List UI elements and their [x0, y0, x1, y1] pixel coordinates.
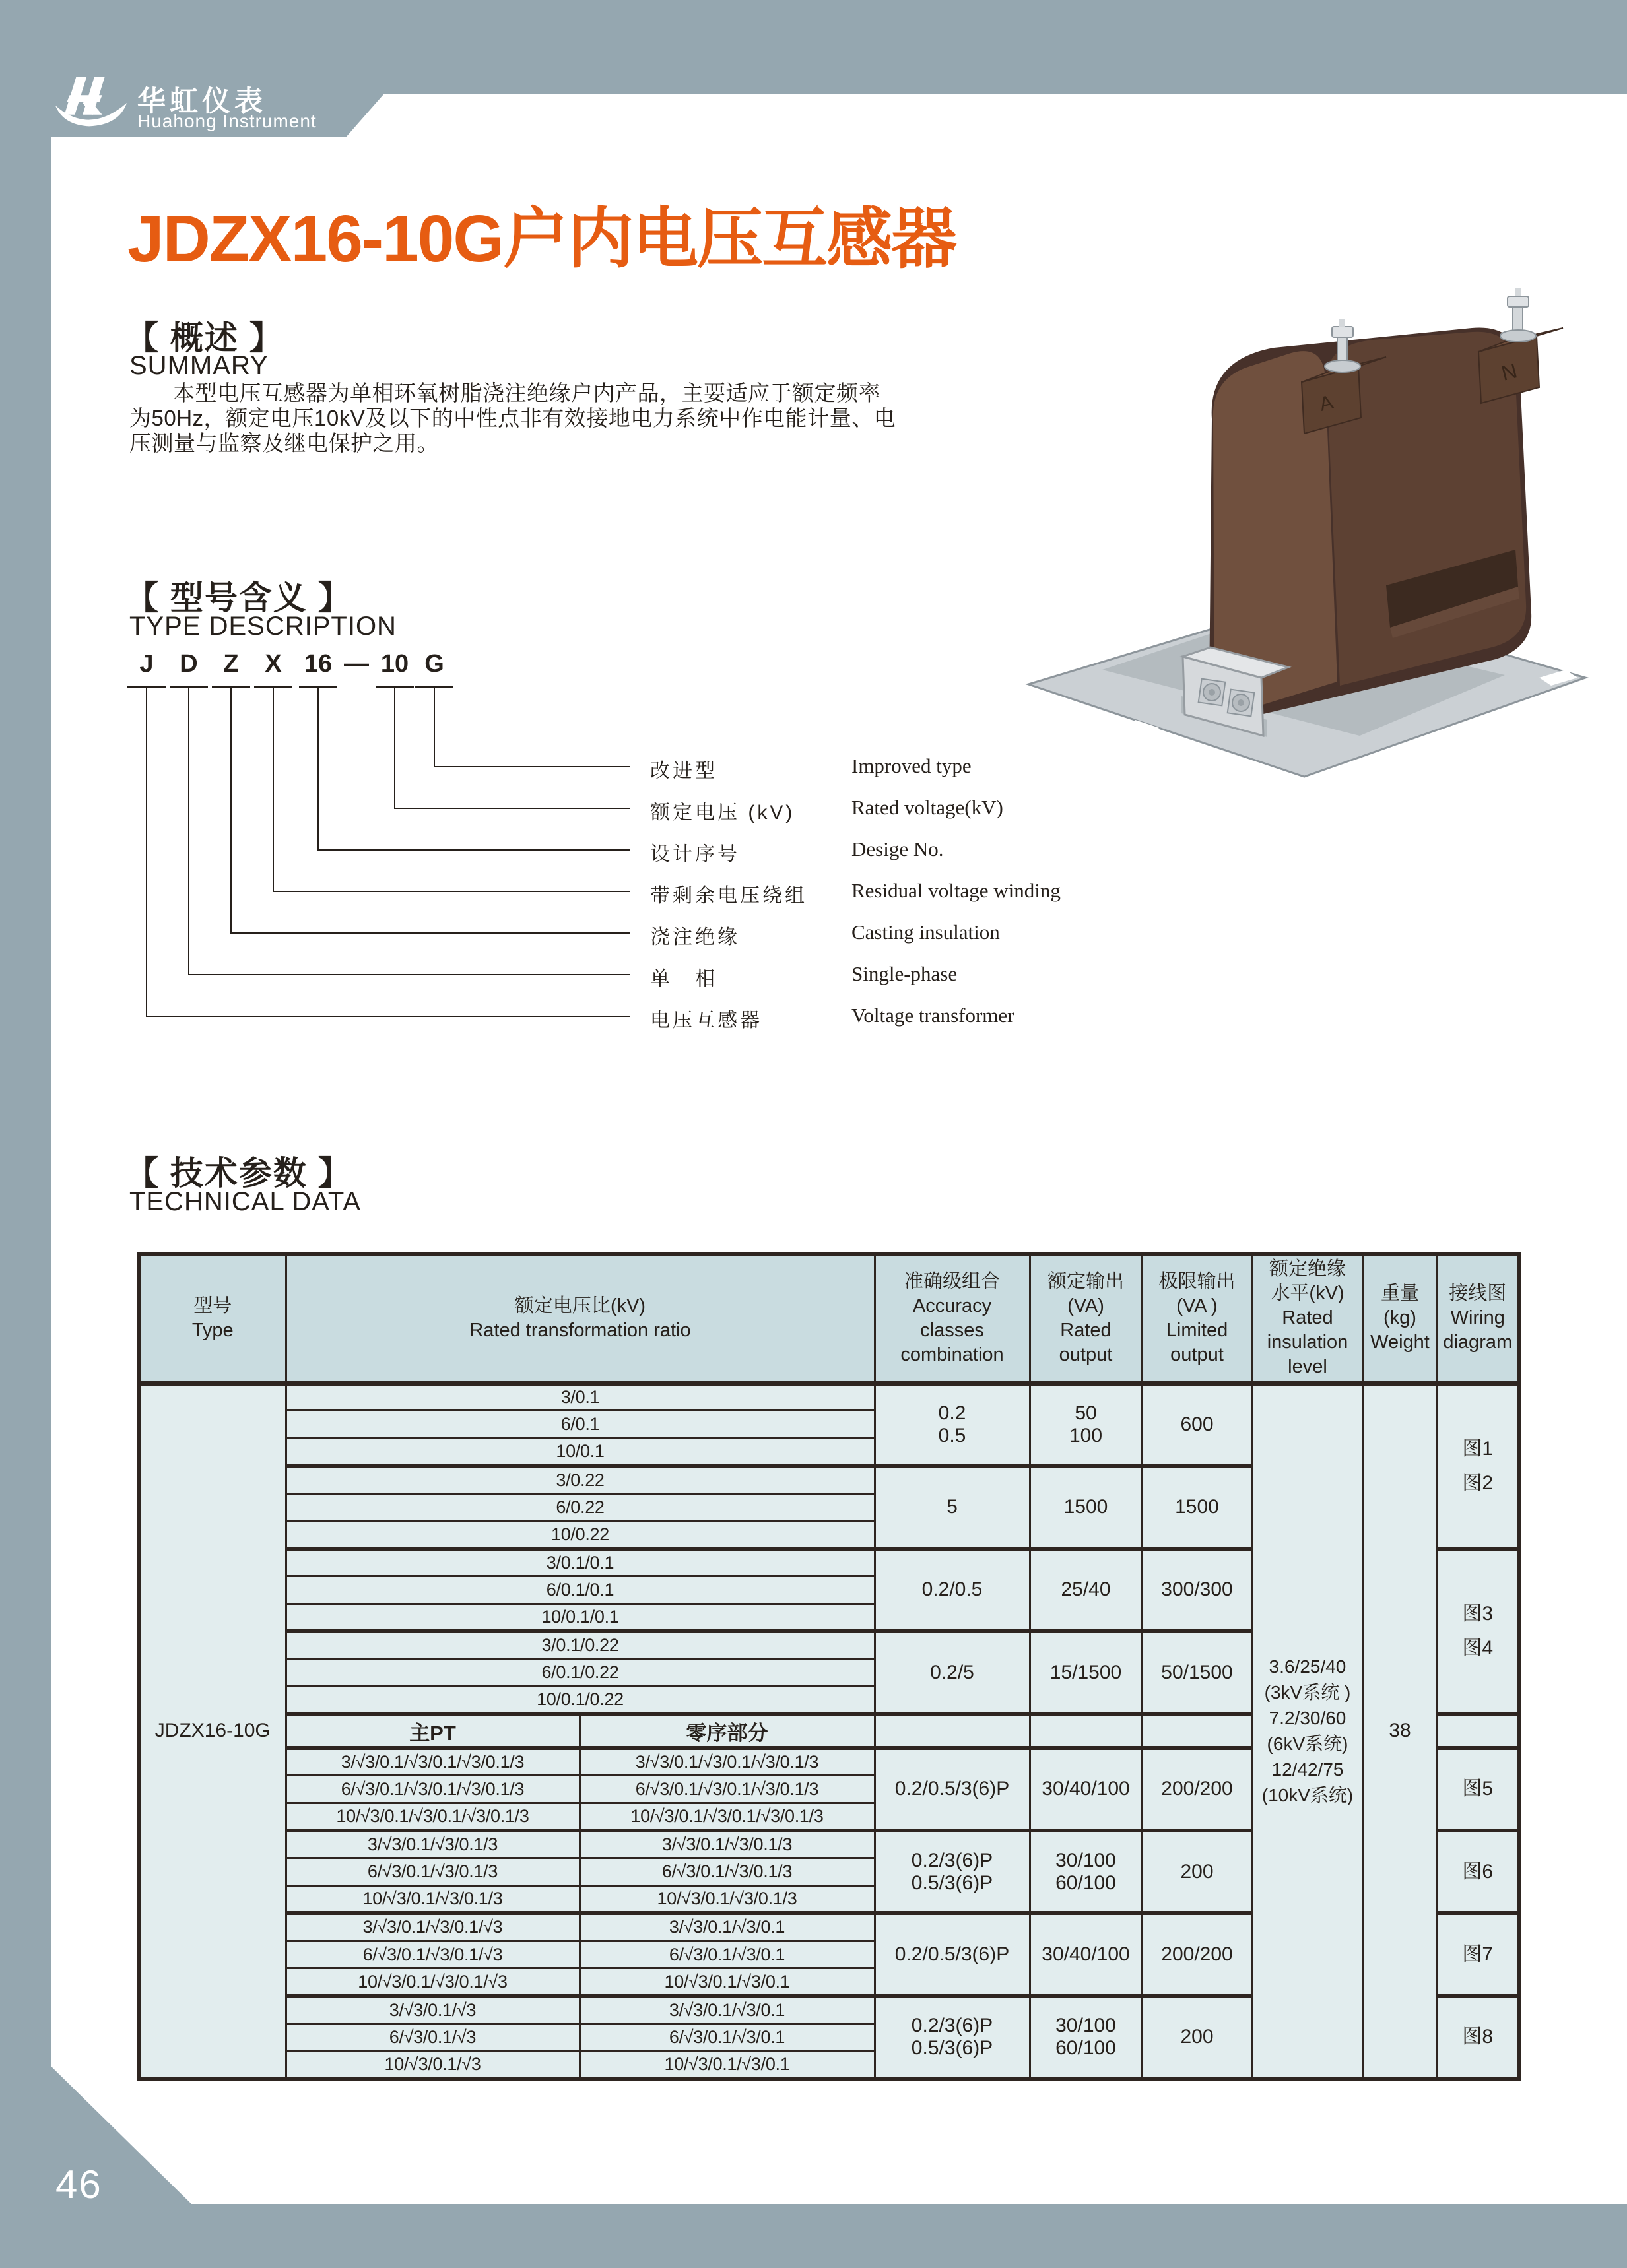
table-cell: 30/100 60/100	[1030, 1996, 1142, 2079]
table-cell: 6/√3/0.1/√3/0.1/3	[580, 1858, 875, 1886]
ratio-subheader-cell: 零序部分	[580, 1714, 875, 1748]
table-cell: 图1 图2	[1437, 1383, 1519, 1549]
connector-line-vertical	[146, 688, 147, 1017]
code-label-en: Single-phase	[851, 962, 958, 985]
table-cell: 6/√3/0.1/√3/0.1/√3/0.1/3	[286, 1775, 580, 1803]
table-cell: 10/√3/0.1/√3/0.1/√3	[286, 1968, 580, 1996]
code-letter: D	[180, 650, 198, 678]
code-letter: —	[344, 650, 369, 678]
terminal-label-n: N	[1498, 358, 1520, 385]
code-label-en: Residual voltage winding	[851, 879, 1061, 902]
page-title: JDZX16-10G户内电压互感器	[127, 202, 956, 276]
code-letter: X	[265, 650, 282, 678]
technical-heading-en: TECHNICAL DATA	[129, 1187, 362, 1216]
column-header: 型号 Type	[139, 1254, 286, 1383]
code-label-en: Voltage transformer	[851, 1004, 1014, 1027]
table-cell: JDZX16-10G	[139, 1383, 286, 2079]
connector-line-horizontal	[434, 766, 630, 767]
connector-line-horizontal	[395, 808, 630, 809]
code-letter: Z	[223, 650, 239, 678]
connector-line-vertical	[230, 688, 232, 934]
table-cell: 50/1500	[1142, 1631, 1252, 1714]
brand-name-zh: 华虹仪表	[137, 86, 267, 117]
huahong-logo-icon	[51, 75, 129, 131]
table-cell: 6/√3/0.1/√3/0.1/√3/0.1/3	[580, 1775, 875, 1803]
code-letter: J	[139, 650, 154, 678]
table-cell: 6/0.1/0.1	[286, 1576, 875, 1604]
table-cell: 10/0.1/0.1	[286, 1604, 875, 1631]
table-cell	[875, 1714, 1030, 1748]
connector-line-vertical	[188, 688, 189, 975]
table-cell: 3/√3/0.1/√3/0.1/√3/0.1/3	[286, 1748, 580, 1776]
table-cell: 0.2/5	[875, 1631, 1030, 1714]
type-description-heading-zh: 【 型号含义 】	[125, 579, 352, 616]
column-header: 接线图 Wiring diagram	[1437, 1254, 1519, 1383]
table-cell: 10/√3/0.1/√3/0.1/√3/0.1/3	[286, 1803, 580, 1831]
table-cell: 0.2 0.5	[875, 1383, 1030, 1466]
page-number: 46	[55, 2162, 102, 2207]
summary-heading-zh: 【 概述 】	[125, 319, 284, 356]
code-label-zh: 设计序号	[650, 843, 740, 865]
code-label-en: Improved type	[851, 754, 972, 777]
code-label-en: Desige No.	[851, 837, 944, 860]
code-letter: G	[424, 650, 444, 678]
table-cell: 0.2/0.5/3(6)P	[875, 1748, 1030, 1831]
table-cell: 0.2/3(6)P 0.5/3(6)P	[875, 1996, 1030, 2079]
table-cell: 10/√3/0.1/√3/0.1	[580, 2051, 875, 2079]
table-cell: 图6	[1437, 1831, 1519, 1913]
column-header: 极限输出 (VA ) Limited output	[1142, 1254, 1252, 1383]
table-cell: 10/√3/0.1/√3/0.1/3	[286, 1886, 580, 1914]
table-cell: 10/√3/0.1/√3/0.1/3	[580, 1886, 875, 1914]
connector-line-horizontal	[147, 1016, 630, 1017]
table-cell	[1030, 1714, 1142, 1748]
table-cell: 6/√3/0.1/√3/0.1	[580, 1941, 875, 1968]
technical-data-table	[137, 1252, 1521, 2081]
table-cell: 10/0.1/0.22	[286, 1687, 875, 1714]
brand-logo	[51, 75, 368, 135]
column-header: 准确级组合 Accuracy classes combination	[875, 1254, 1030, 1383]
table-cell: 6/√3/0.1/√3/0.1	[580, 2024, 875, 2052]
code-label-zh: 带剩余电压绕组	[650, 885, 807, 907]
code-label-en: Casting insulation	[851, 921, 1000, 944]
table-cell: 600	[1142, 1383, 1252, 1466]
connector-line-vertical	[273, 688, 274, 892]
table-cell: 3/0.1/0.1	[286, 1549, 875, 1576]
table-cell: 3/√3/0.1/√3/0.1/√3/0.1/3	[580, 1748, 875, 1776]
table-cell: 10/0.22	[286, 1521, 875, 1549]
connector-line-horizontal	[231, 932, 630, 934]
table-cell: 6/0.1	[286, 1411, 875, 1439]
table-cell: 3.6/25/40 (3kV系统 ) 7.2/30/60 (6kV系统) 12/42/75 (10kV系统)	[1252, 1383, 1363, 2079]
code-label-zh: 浇注绝缘	[650, 926, 740, 948]
table-cell: 0.2/0.5	[875, 1549, 1030, 1631]
connector-line-horizontal	[189, 974, 630, 975]
table-cell: 3/√3/0.1/√3	[286, 1996, 580, 2024]
column-header: 额定电压比(kV) Rated transformation ratio	[286, 1254, 875, 1383]
code-letter: 16	[304, 650, 333, 678]
column-header: 重量 (kg) Weight	[1363, 1254, 1437, 1383]
summary-paragraph: 本型电压互感器为单相环氧树脂浇注绝缘户内产品，主要适应于额定频率为50Hz，额定电压10kV及以下的中性点非有效接地电力系统中作电能计量、电压测量与监察及继电保护之用。	[129, 381, 896, 455]
table-cell: 3/√3/0.1/√3/0.1/3	[580, 1831, 875, 1858]
connector-line-horizontal	[318, 849, 630, 851]
table-cell: 3/√3/0.1/√3/0.1	[580, 1996, 875, 2024]
left-sidebar	[0, 94, 51, 2204]
table-cell	[1437, 1714, 1519, 1748]
table-cell: 300/300	[1142, 1549, 1252, 1631]
code-letter: 10	[380, 650, 409, 678]
table-cell: 6/√3/0.1/√3/0.1/√3	[286, 1941, 580, 1968]
table-cell: 3/0.1/0.22	[286, 1631, 875, 1659]
table-cell: 图3 图4	[1437, 1549, 1519, 1714]
product-photo	[1016, 274, 1597, 789]
table-cell: 1500	[1142, 1466, 1252, 1548]
summary-heading-en: SUMMARY	[129, 351, 269, 380]
table-cell: 25/40	[1030, 1549, 1142, 1631]
connector-line-vertical	[394, 688, 395, 809]
ratio-subheader-cell: 主PT	[286, 1714, 580, 1748]
table-cell: 200	[1142, 1831, 1252, 1913]
table-cell: 10/0.1	[286, 1439, 875, 1466]
column-header: 额定输出 (VA) Rated output	[1030, 1254, 1142, 1383]
table-header-row	[139, 1254, 1519, 1383]
table-cell: 50 100	[1030, 1383, 1142, 1466]
table-cell: 6/0.1/0.22	[286, 1659, 875, 1687]
table-cell: 3/√3/0.1/√3/0.1	[580, 1913, 875, 1941]
table-cell: 3/√3/0.1/√3/0.1/3	[286, 1831, 580, 1858]
table-cell: 3/√3/0.1/√3/0.1/√3	[286, 1913, 580, 1941]
code-label-zh: 改进型	[650, 760, 717, 782]
footer-band	[0, 2204, 1627, 2268]
table-cell	[1142, 1714, 1252, 1748]
table-cell: 30/100 60/100	[1030, 1831, 1142, 1913]
connector-line-horizontal	[273, 891, 630, 892]
table-cell: 30/40/100	[1030, 1913, 1142, 1995]
brand-name-en: Huahong Instrument	[137, 111, 317, 131]
table-cell: 10/√3/0.1/√3/0.1	[580, 1968, 875, 1996]
table-cell: 6/√3/0.1/√3/0.1/3	[286, 1858, 580, 1886]
table-cell: 0.2/0.5/3(6)P	[875, 1913, 1030, 1995]
table-cell: 6/√3/0.1/√3	[286, 2024, 580, 2052]
table-cell: 3/0.22	[286, 1466, 875, 1493]
table-cell: 200/200	[1142, 1748, 1252, 1831]
table-cell: 图5	[1437, 1748, 1519, 1831]
table-row	[139, 1383, 1519, 1411]
code-label-zh: 电压互感器	[650, 1010, 762, 1031]
table-cell: 1500	[1030, 1466, 1142, 1548]
table-cell: 5	[875, 1466, 1030, 1548]
table-cell: 200	[1142, 1996, 1252, 2079]
table-cell: 10/√3/0.1/√3	[286, 2051, 580, 2079]
table-cell: 图7	[1437, 1913, 1519, 1995]
table-cell: 30/40/100	[1030, 1748, 1142, 1831]
column-header: 额定绝缘 水平(kV) Rated insulation level	[1252, 1254, 1363, 1383]
table-cell: 6/0.22	[286, 1493, 875, 1521]
table-cell: 图8	[1437, 1996, 1519, 2079]
table-cell: 200/200	[1142, 1913, 1252, 1995]
table-cell: 38	[1363, 1383, 1437, 2079]
table-cell: 0.2/3(6)P 0.5/3(6)P	[875, 1831, 1030, 1913]
table-cell: 10/√3/0.1/√3/0.1/√3/0.1/3	[580, 1803, 875, 1831]
connector-line-vertical	[317, 688, 319, 851]
terminal-label-a: A	[1317, 391, 1336, 416]
table-cell: 15/1500	[1030, 1631, 1142, 1714]
code-label-zh: 额定电压 (kV)	[650, 802, 795, 824]
code-label-en: Rated voltage(kV)	[851, 796, 1003, 819]
connector-line-vertical	[434, 688, 435, 767]
type-description-heading-en: TYPE DESCRIPTION	[129, 612, 397, 641]
code-label-zh: 单 相	[650, 968, 717, 990]
technical-heading-zh: 【 技术参数 】	[125, 1155, 352, 1192]
table-cell: 3/0.1	[286, 1383, 875, 1411]
